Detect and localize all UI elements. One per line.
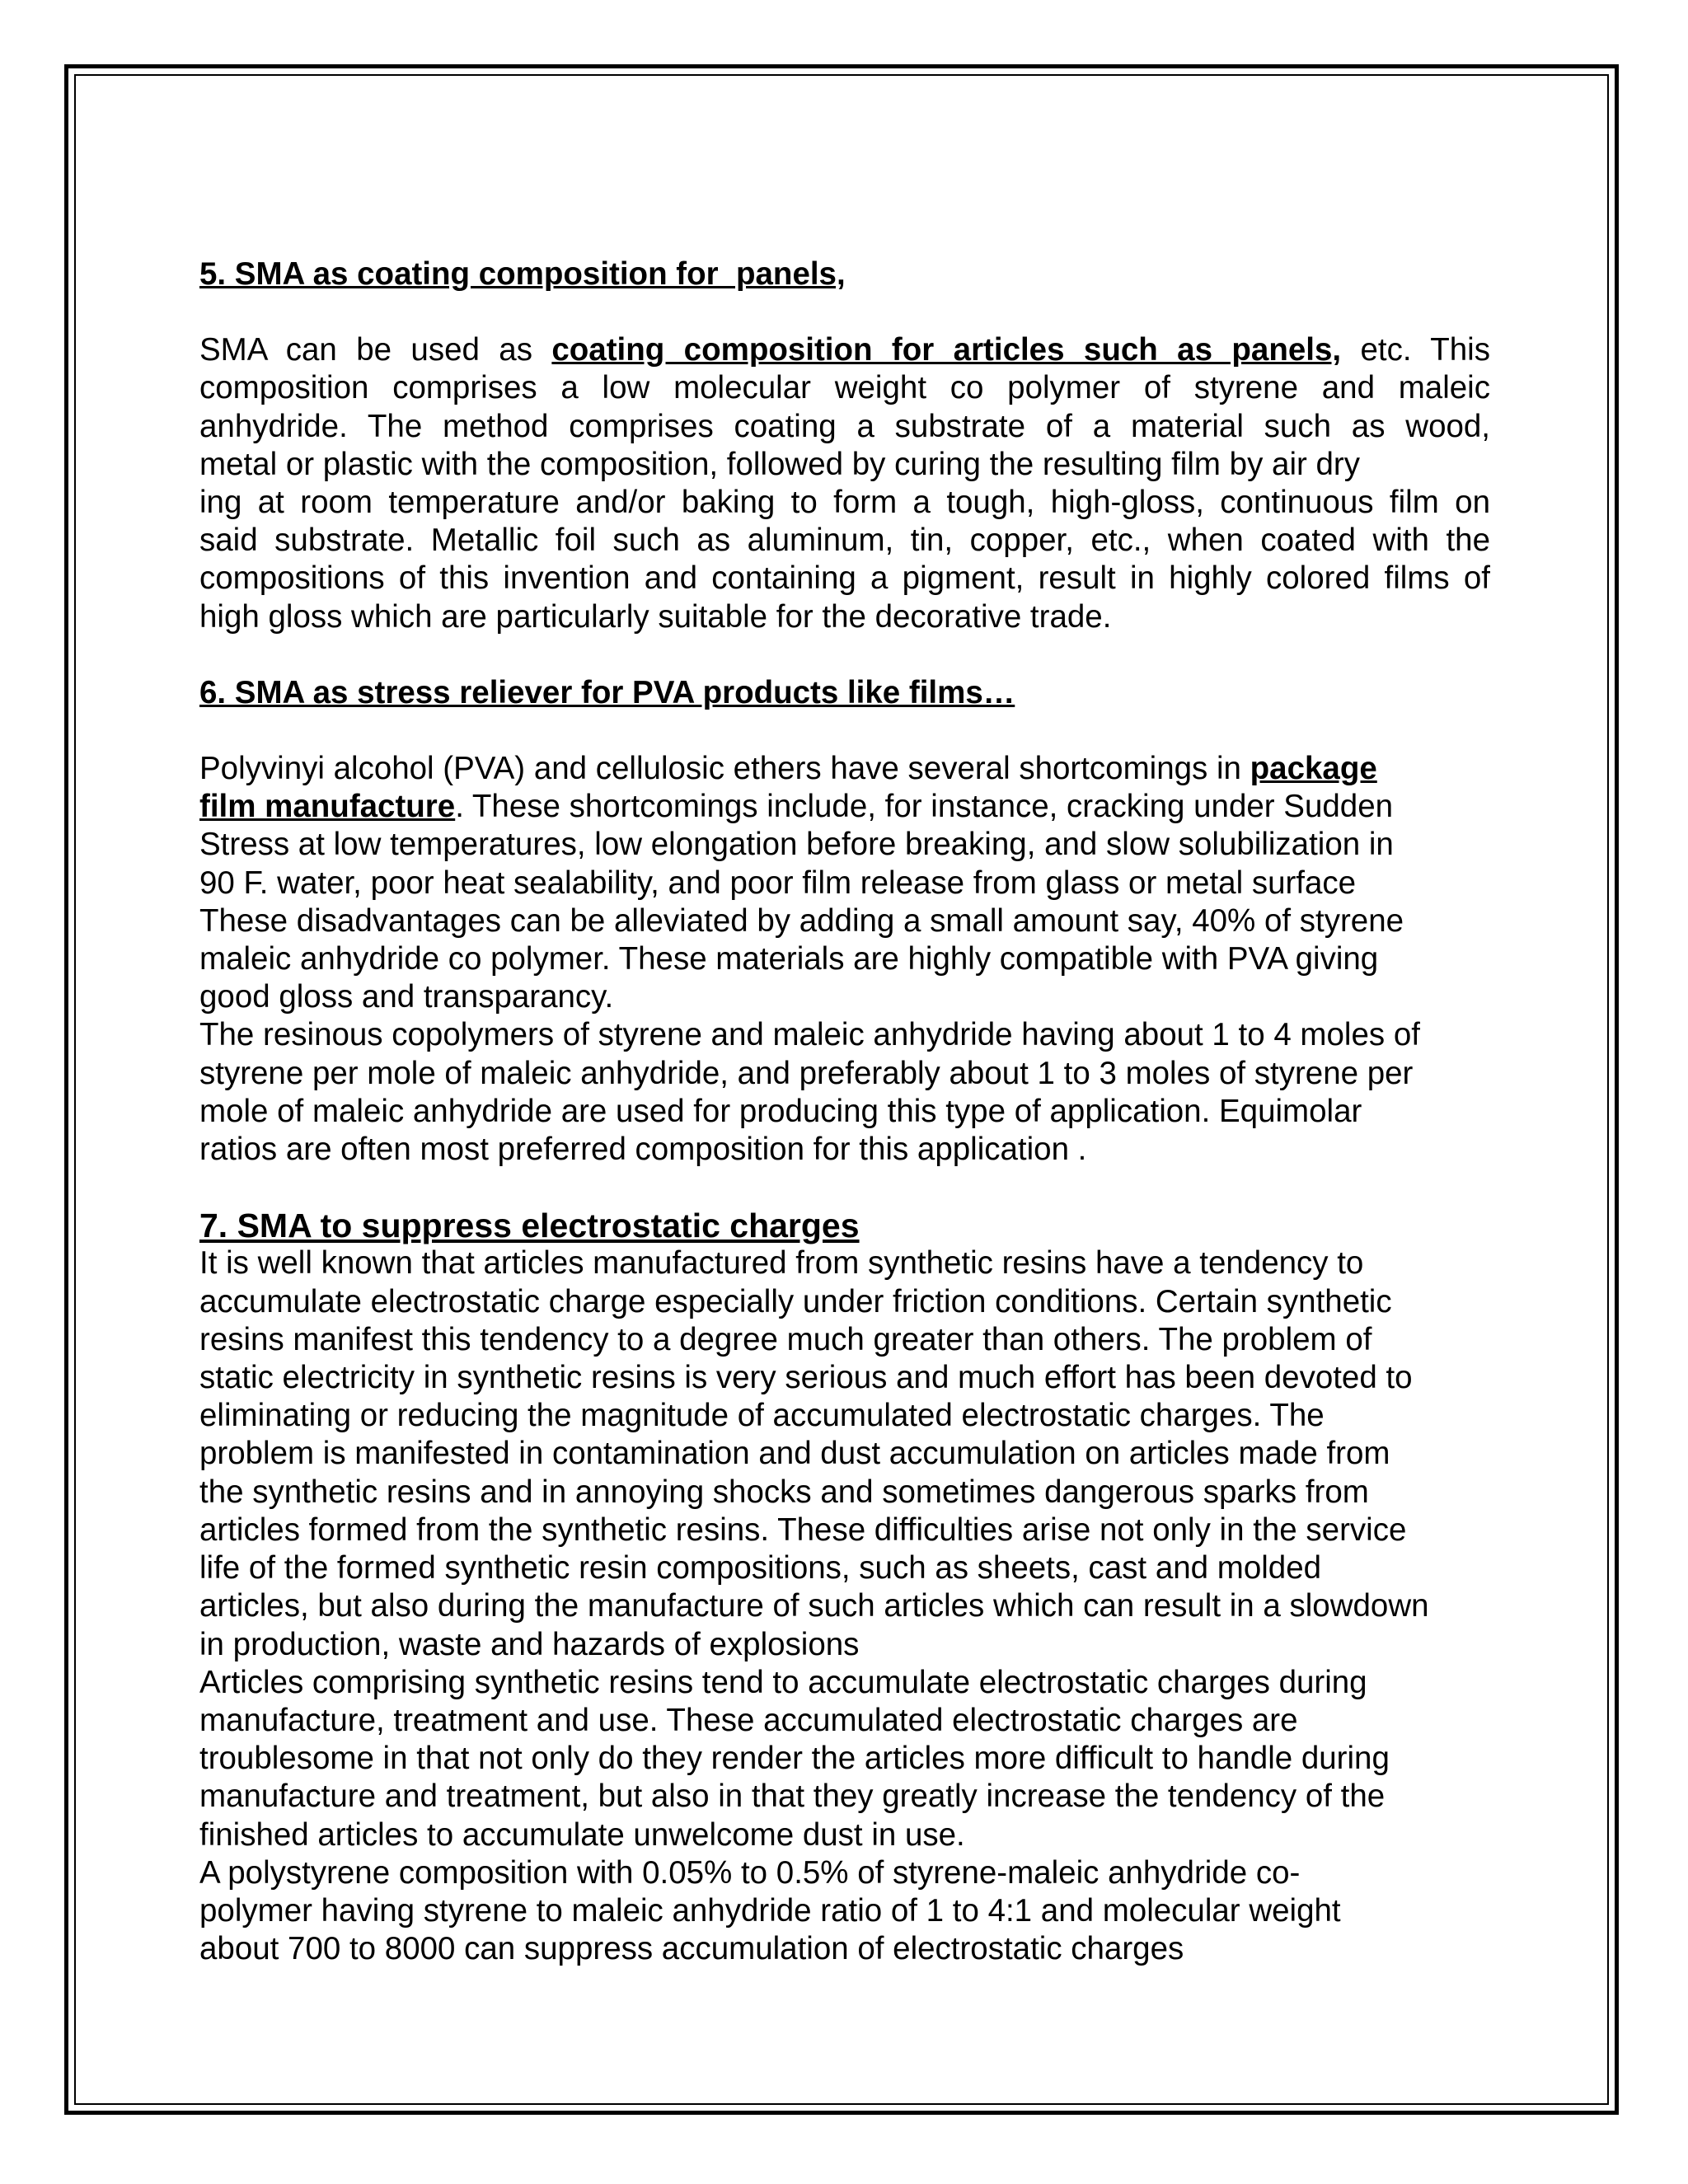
- paragraph-line: [199, 331, 1490, 369]
- section-6-paragraph-1: [199, 750, 1490, 1016]
- paragraph-line: The resinous copolymers of styrene and maleic anhydride having about 1 to 4 moles of: [199, 1017, 1420, 1053]
- section-5-paragraph: [199, 331, 1490, 636]
- section-7-paragraph-1: [199, 1244, 1490, 1663]
- spacer: [199, 293, 1490, 331]
- section-6-heading: 6. SMA as stress reliever for PVA products like films…: [199, 674, 1015, 710]
- section-7-heading: 7. SMA to suppress electrostatic charges: [199, 1207, 860, 1245]
- section-7-paragraph-3: [199, 1854, 1490, 1969]
- paragraph-line: ing at room temperature and/or baking to form a tough, high-gloss, continuous film on: [199, 485, 1490, 521]
- paragraph-line: manufacture, treatment and use. These accumulated electrostatic charges are: [199, 1702, 1298, 1738]
- paragraph-line: Stress at low temperatures, low elongation before breaking, and slow solubilization in: [199, 827, 1394, 863]
- paragraph-line: articles, but also during the manufacture of such articles which can result in a slowdown: [199, 1588, 1429, 1624]
- paragraph-line: high gloss which are particularly suitable for the decorative trade.: [199, 598, 1112, 635]
- paragraph-line: ratios are often most preferred composition for this application .: [199, 1132, 1087, 1168]
- paragraph-line: maleic anhydride co polymer. These materials are highly compatible with PVA giving: [199, 941, 1379, 977]
- emphasized-phrase: coating composition for articles such as panels,: [551, 332, 1342, 368]
- section-6: [199, 674, 1490, 1169]
- paragraph-line: 90 F. water, poor heat sealability, and poor film release from glass or metal surface: [199, 865, 1357, 901]
- paragraph-line: mole of maleic anhydride are used for producing this type of application. Equimolar: [199, 1093, 1362, 1129]
- paragraph-line: static electricity in synthetic resins is very serious and much effort has been devoted to: [199, 1360, 1413, 1396]
- paragraph-line: It is well known that articles manufactured from synthetic resins have a tendency to: [199, 1245, 1364, 1282]
- paragraph-line: good gloss and transparancy.: [199, 979, 614, 1015]
- paragraph-line: [199, 788, 1490, 826]
- section-5-heading: 5. SMA as coating composition for panels,: [199, 256, 846, 292]
- paragraph-line: resins manifest this tendency to a degree much greater than others. The problem of: [199, 1321, 1372, 1357]
- paragraph-line: [199, 750, 1490, 788]
- section-7-paragraph-2: [199, 1664, 1490, 1854]
- paragraph-line: problem is manifested in contamination and dust accumulation on articles made from: [199, 1436, 1390, 1472]
- paragraph-line: anhydride. The method comprises coating a substrate of a material such as wood,: [199, 408, 1490, 444]
- spacer: [199, 1169, 1490, 1207]
- section-7: [199, 1207, 1490, 1968]
- paragraph-line: life of the formed synthetic resin compositions, such as sheets, cast and molded: [199, 1550, 1322, 1586]
- spacer: [199, 712, 1490, 750]
- paragraph-line: Articles comprising synthetic resins tend to accumulate electrostatic charges during: [199, 1664, 1367, 1700]
- section-5: [199, 255, 1490, 636]
- paragraph-line: polymer having styrene to maleic anhydride ratio of 1 to 4:1 and molecular weight: [199, 1892, 1341, 1929]
- paragraph-line: metal or plastic with the composition, followed by curing the resulting film by air dry: [199, 446, 1360, 482]
- paragraph-line: said substrate. Metallic foil such as aluminum, tin, copper, etc., when coated with the: [199, 523, 1490, 559]
- paragraph-line: articles formed from the synthetic resins. These difficulties arise not only in the service: [199, 1511, 1407, 1548]
- paragraph-line: finished articles to accumulate unwelcome dust in use.: [199, 1816, 965, 1853]
- paragraph-line: A polystyrene composition with 0.05% to 0.5% of styrene-maleic anhydride co-: [199, 1854, 1301, 1891]
- paragraph-line: styrene per mole of maleic anhydride, and preferably about 1 to 3 moles of styrene per: [199, 1055, 1414, 1091]
- text-run: etc. This: [1341, 332, 1490, 368]
- text-run: SMA can be used as: [199, 332, 552, 368]
- paragraph-line: about 700 to 8000 can suppress accumulation of electrostatic charges: [199, 1931, 1184, 1967]
- paragraph-line: composition comprises a low molecular weight co polymer of styrene and maleic: [199, 370, 1490, 406]
- paragraph-line: accumulate electrostatic charge especially under friction conditions. Certain synthetic: [199, 1283, 1392, 1319]
- paragraph-line: These disadvantages can be alleviated by adding a small amount say, 40% of styrene: [199, 902, 1404, 939]
- paragraph-line: in production, waste and hazards of explosions: [199, 1626, 860, 1662]
- text-run: Polyvinyi alcohol (PVA) and cellulosic ethers have several shortcomings in: [199, 751, 1250, 787]
- text-run: . These shortcomings include, for instance, cracking under Sudden: [455, 789, 1394, 825]
- paragraph-line: manufacture and treatment, but also in that they greatly increase the tendency of the: [199, 1779, 1386, 1815]
- paragraph-line: troublesome in that not only do they render the articles more difficult to handle during: [199, 1741, 1390, 1777]
- document-body: [199, 255, 1490, 1968]
- spacer: [199, 636, 1490, 674]
- emphasized-phrase: package: [1250, 751, 1377, 787]
- paragraph-line: compositions of this invention and containing a pigment, result in highly colored films of: [199, 560, 1490, 597]
- paragraph-line: eliminating or reducing the magnitude of accumulated electrostatic charges. The: [199, 1398, 1325, 1434]
- emphasized-phrase: film manufacture: [199, 789, 456, 825]
- section-6-paragraph-2: [199, 1016, 1490, 1169]
- paragraph-line: the synthetic resins and in annoying shocks and sometimes dangerous sparks from: [199, 1474, 1369, 1510]
